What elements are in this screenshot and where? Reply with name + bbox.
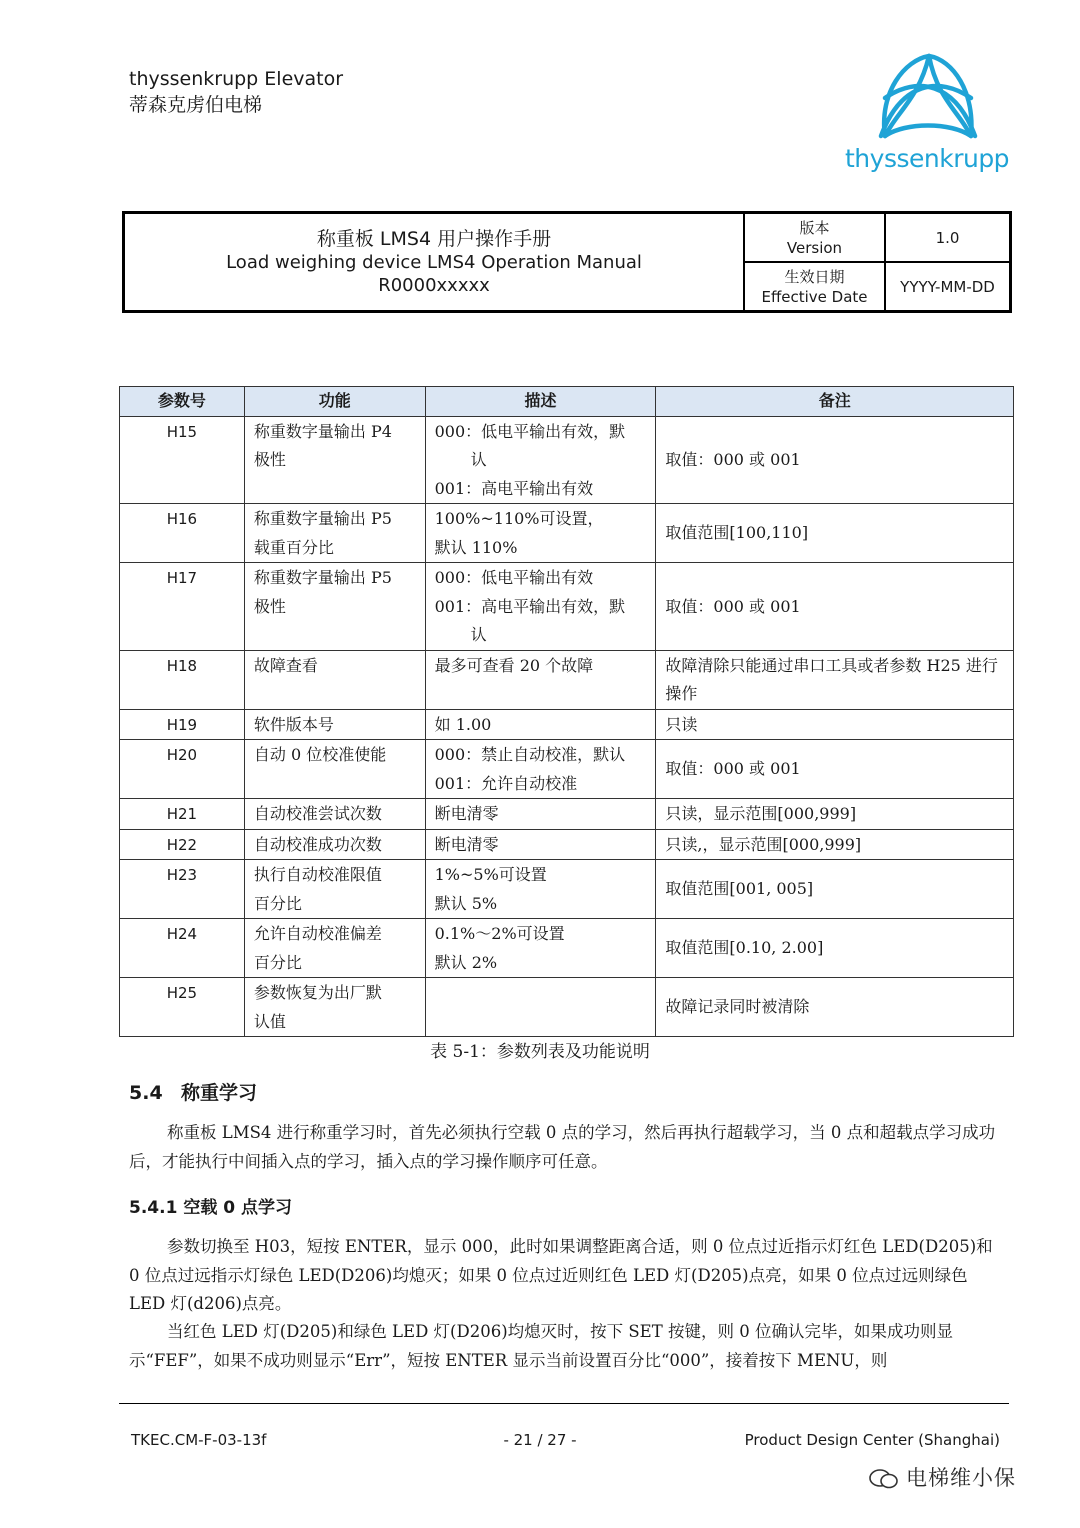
description-line: 001：高电平输出有效 xyxy=(434,478,594,498)
param-function xyxy=(244,709,425,740)
param-id: H18 xyxy=(120,650,245,709)
param-description xyxy=(425,860,656,919)
description-line: 如 1.00 xyxy=(434,714,492,734)
param-description xyxy=(425,709,656,740)
logo-wordmark: thyssenkrupp xyxy=(845,144,1010,173)
table-row xyxy=(120,799,1014,830)
description-line: 断电清零 xyxy=(434,834,499,854)
table-row xyxy=(120,740,1014,799)
company-name xyxy=(129,66,343,118)
version-row xyxy=(745,214,1009,261)
param-description xyxy=(425,650,656,709)
version-value: 1.0 xyxy=(935,228,960,247)
function-line: 百分比 xyxy=(253,893,302,913)
param-description xyxy=(425,799,656,830)
param-remark: 取值范围[100,110] xyxy=(656,504,1014,563)
section-number: 5.4 xyxy=(129,1082,163,1104)
function-line: 执行自动校准限值 xyxy=(253,865,382,884)
table-row xyxy=(120,650,1014,709)
description-line: 最多可查看 20 个故障 xyxy=(434,655,594,675)
table-row xyxy=(120,563,1014,651)
version-label-en: Version xyxy=(786,238,843,257)
company-name-cn: 蒂森克虏伯电梯 xyxy=(129,94,263,116)
param-remark: 取值范围[001, 005] xyxy=(656,860,1014,919)
table-caption: 表 5-1：参数列表及功能说明 xyxy=(430,1042,650,1062)
param-function xyxy=(244,650,425,709)
watermark-text: 电梯维小保 xyxy=(906,1466,1016,1490)
thyssenkrupp-logo xyxy=(845,52,1010,174)
table-row xyxy=(120,919,1014,978)
description-line: 001：高电平输出有效，默 xyxy=(434,596,626,616)
table-row xyxy=(120,416,1014,504)
paragraph: 参数切换至 H03，短按 ENTER，显示 000，此时如果调整距离合适，则 0 位点过近指示灯红色 LED(D205)和 0 位点过远指示灯绿色 LED(D206)均熄灭；如果 0 位点过近则红色 LED 灯(D205)点亮，如果 0 位点过远则绿色 LED 灯(d206)点亮。 xyxy=(129,1237,993,1313)
param-function xyxy=(244,504,425,563)
table-row xyxy=(120,709,1014,740)
param-remark: 取值：000 或 001 xyxy=(656,563,1014,651)
param-function xyxy=(244,416,425,504)
date-label-cn: 生效日期 xyxy=(784,267,845,286)
paragraph: 称重板 LMS4 进行称重学习时，首先必须执行空载 0 点的学习，然后再执行超载学习，当 0 点和超载点学习成功后，才能执行中间插入点的学习，插入点的学习操作顺序可任意。 xyxy=(129,1123,996,1171)
function-line: 称重数字量输出 P4 xyxy=(253,421,392,441)
company-name-en: thyssenkrupp Elevator xyxy=(129,68,344,90)
param-description xyxy=(425,978,656,1037)
param-function xyxy=(244,829,425,860)
watermark xyxy=(868,1462,1016,1492)
section-title: 称重学习 xyxy=(181,1082,258,1104)
table-row xyxy=(120,978,1014,1037)
param-remark: 只读，显示范围[000,999] xyxy=(656,799,1014,830)
function-line: 极性 xyxy=(253,596,286,616)
param-remark: 只读 xyxy=(656,709,1014,740)
param-remark: 故障清除只能通过串口工具或者参数 H25 进行操作 xyxy=(656,650,1014,709)
param-remark: 故障记录同时被清除 xyxy=(656,978,1014,1037)
function-line: 故障查看 xyxy=(253,655,318,675)
param-function xyxy=(244,740,425,799)
function-line: 允许自动校准偏差 xyxy=(253,924,382,943)
table-row xyxy=(120,504,1014,563)
description-line: 默认 5% xyxy=(434,893,498,913)
function-line: 认值 xyxy=(253,1011,286,1031)
param-description xyxy=(425,504,656,563)
title-en: Load weighing device LMS4 Operation Manual xyxy=(226,251,642,273)
description-line: 001：允许自动校准 xyxy=(434,773,578,793)
footer-page-number: - 21 / 27 - xyxy=(503,1431,577,1449)
footer-department: Product Design Center (Shanghai) xyxy=(744,1431,1000,1449)
param-id: H15 xyxy=(120,416,245,504)
param-function xyxy=(244,563,425,651)
title-cn: 称重板 LMS4 用户操作手册 xyxy=(316,227,552,250)
param-id: H17 xyxy=(120,563,245,651)
parameter-table xyxy=(119,386,1014,1037)
date-value: YYYY-MM-DD xyxy=(900,277,995,296)
header-function: 功能 xyxy=(244,387,425,417)
date-label-en: Effective Date xyxy=(761,287,868,306)
param-id: H23 xyxy=(120,860,245,919)
param-remark: 取值：000 或 001 xyxy=(656,416,1014,504)
section-heading xyxy=(129,1078,257,1105)
description-line: 000：低电平输出有效 xyxy=(434,568,594,587)
param-description xyxy=(425,829,656,860)
description-line: 0.1%～2%可设置 xyxy=(434,924,565,943)
document-title xyxy=(125,214,745,310)
function-line: 自动 0 位校准使能 xyxy=(253,745,387,764)
function-line: 自动校准尝试次数 xyxy=(253,804,382,823)
param-id: H20 xyxy=(120,740,245,799)
param-remark: 取值：000 或 001 xyxy=(656,740,1014,799)
doc-number: R0000xxxxx xyxy=(378,274,490,296)
param-function xyxy=(244,919,425,978)
description-line: 断电清零 xyxy=(434,804,499,823)
table-header-row xyxy=(120,387,1014,417)
description-line: 默认 110% xyxy=(434,537,518,557)
table-row xyxy=(120,860,1014,919)
param-description xyxy=(425,740,656,799)
function-line: 称重数字量输出 P5 xyxy=(253,568,392,587)
wechat-icon xyxy=(868,1468,900,1490)
description-line: 100%~110%可设置， xyxy=(434,509,604,528)
param-remark: 只读,，显示范围[000,999] xyxy=(656,829,1014,860)
header-param-no: 参数号 xyxy=(120,387,245,417)
date-row xyxy=(745,261,1009,310)
param-function xyxy=(244,799,425,830)
param-id: H21 xyxy=(120,799,245,830)
param-remark: 取值范围[0.10, 2.00] xyxy=(656,919,1014,978)
version-label-cn: 版本 xyxy=(799,218,830,237)
paragraph: 当红色 LED 灯(D205)和绿色 LED 灯(D206)均熄灭时，按下 SET 按键，则 0 位确认完毕，如果成功则显示“FEF”，如果不成功则显示“Err”，短按 ENTER 显示当前设置百分比“000”，接着按下 MENU，则 xyxy=(129,1322,953,1370)
header-description: 描述 xyxy=(425,387,656,417)
param-function xyxy=(244,860,425,919)
param-description xyxy=(425,563,656,651)
header-remarks: 备注 xyxy=(656,387,1014,417)
document-header-box xyxy=(122,211,1012,313)
param-function xyxy=(244,978,425,1037)
function-line: 软件版本号 xyxy=(253,714,334,734)
param-id: H22 xyxy=(120,829,245,860)
param-id: H24 xyxy=(120,919,245,978)
function-line: 极性 xyxy=(253,450,286,469)
footer-divider xyxy=(119,1403,1009,1404)
description-line: 认 xyxy=(470,625,487,644)
description-line: 1%~5%可设置 xyxy=(434,865,547,884)
param-description xyxy=(425,416,656,504)
param-id: H16 xyxy=(120,504,245,563)
param-id: H19 xyxy=(120,709,245,740)
description-line: 默认 2% xyxy=(434,952,498,972)
description-line: 000：禁止自动校准，默认 xyxy=(434,745,626,764)
description-line: 认 xyxy=(470,450,487,469)
table-row xyxy=(120,829,1014,860)
footer-form-code: TKEC.CM-F-03-13f xyxy=(131,1431,267,1449)
function-line: 称重数字量输出 P5 xyxy=(253,509,392,528)
logo-arches-icon xyxy=(845,52,1005,142)
function-line: 百分比 xyxy=(253,952,302,972)
description-line: 000：低电平输出有效，默 xyxy=(434,421,626,441)
subsection-heading: 5.4.1 空载 0 点学习 xyxy=(129,1198,292,1218)
function-line: 参数恢复为出厂默 xyxy=(253,983,382,1002)
function-line: 自动校准成功次数 xyxy=(253,834,382,854)
param-description xyxy=(425,919,656,978)
param-id: H25 xyxy=(120,978,245,1037)
function-line: 载重百分比 xyxy=(253,537,334,557)
